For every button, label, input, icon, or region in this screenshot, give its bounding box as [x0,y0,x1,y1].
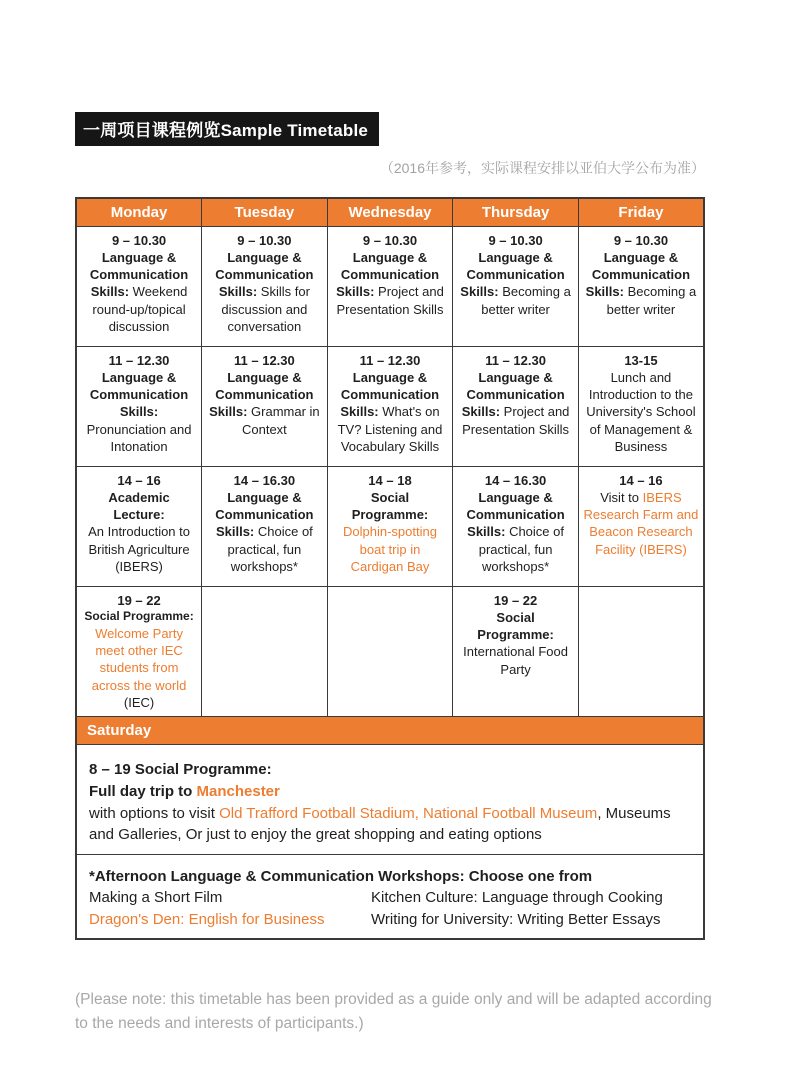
time-label: 9 – 10.30 [488,232,543,248]
cell-tuesday-1400 [202,466,328,586]
saturday-content [76,745,704,855]
day-header-thursday: Thursday [453,198,579,226]
options-suffix: , Museums and Galleries, Or just to enjoy the great shopping and eating options [89,804,671,844]
trip-label: Full day trip to [89,782,197,800]
workshop-item: Writing for University: Writing Better Essays [371,910,661,928]
course-detail: Lunch and Introduction to the University's School of Management & Business [586,369,696,454]
time-label: 14 – 16.30 [233,472,296,488]
course-detail: An Introduction to British Agriculture [88,524,190,557]
course-detail: Choice of practical, fun workshops* [227,524,313,574]
saturday-content-row [76,745,704,855]
cell-wednesday-1100 [327,346,453,466]
cell-monday-0900 [76,226,202,346]
course-label: Language & Communication Skills: [209,369,314,420]
time-label: 13-15 [624,352,658,368]
course-detail: What's on TV? Listening and Vocabulary Skills [337,404,443,454]
cell-tuesday-1100 [202,346,328,466]
footnote: (Please note: this timetable has been provided as a guide only and will be adapted according to the needs and interests of participants.) [75,991,712,1033]
cell-friday-1400 [578,466,704,586]
time-label: 19 – 22 [493,592,538,608]
cell-thursday-0900 [453,226,579,346]
time-label: 9 – 10.30 [237,232,292,248]
course-label: Language & Communication Skills: [461,369,565,420]
course-detail: Project and Presentation Skills [462,404,570,437]
course-detail-highlight: Welcome Party meet other IEC students from across the world [91,625,187,693]
time-label: 11 – 12.30 [234,352,295,368]
time-label: 11 – 12.30 [359,352,421,368]
table-row-morning2 [76,346,704,466]
table-row-afternoon [76,466,704,586]
course-label: Social Programme: [351,489,429,523]
workshops-row [76,855,704,939]
cell-friday-1300 [578,346,704,466]
time-label: 11 – 12.30 [485,352,546,368]
cell-wednesday-1400 [327,466,453,586]
cell-tuesday-0900 [202,226,328,346]
page-title: 一周项目课程例览Sample Timetable [75,112,379,146]
timetable [75,197,705,940]
day-header-monday: Monday [76,198,202,226]
course-label: Social Programme: [477,609,554,643]
cell-tuesday-evening-empty [202,586,328,717]
cell-monday-1100 [76,346,202,466]
course-detail: Project and Presentation Skills [336,284,444,317]
course-detail: Visit to [600,489,643,505]
course-label: Language & Communication Skills: [215,249,314,300]
time-label: 9 – 10.30 [613,232,669,248]
saturday-banner-row [76,717,704,745]
table-row-morning1 [76,226,704,346]
time-label: 14 – 18 [368,472,412,488]
course-note: (IEC) [123,694,155,710]
day-header-wednesday: Wednesday [327,198,453,226]
course-detail: International Food Party [463,644,568,677]
course-detail: Choice of practical, fun workshops* [478,524,564,574]
course-detail-highlight: IBERS Research Farm and Beacon Research Facility (IBERS) [583,489,699,557]
time-label: 19 – 22 [117,592,161,608]
cell-monday-1400 [76,466,202,586]
workshops-title: *Afternoon Language & Communication Workshops: Choose one from [89,868,593,886]
cell-wednesday-evening-empty [327,586,453,717]
course-label: Language & Communication Skills: [466,489,565,540]
course-label: Language & Communication Skills: [215,489,314,540]
time-label: 9 – 10.30 [111,232,167,248]
course-label: Academic Lecture: [108,489,170,523]
course-detail: Becoming a better writer [606,284,697,317]
cell-thursday-1900 [453,586,579,717]
time-label: 11 – 12.30 [108,352,170,368]
saturday-trip-line [89,781,691,803]
subtitle-note: （2016年参考，实际课程安排以亚伯大学公布为准） [379,160,705,176]
day-header-tuesday: Tuesday [202,198,328,226]
course-detail: Grammar in Context [241,404,320,437]
time-label: 14 – 16.30 [484,472,547,488]
cell-wednesday-0900 [327,226,453,346]
time-label: 9 – 10.30 [362,232,418,248]
course-label: Social Programme: [84,608,194,623]
options-prefix: with options to visit [89,804,220,822]
course-detail: Becoming a better writer [481,284,571,317]
course-detail: Skills for discussion and conversation [221,284,310,334]
course-label: Language & Communication Skills: [460,249,565,300]
course-detail-highlight: Dolphin-spotting boat trip in Cardigan Bay [343,524,437,574]
workshops-section [76,855,704,939]
cell-friday-evening-empty [578,586,704,717]
saturday-programme-title: 8 – 19 Social Programme: [89,761,272,779]
workshop-item-highlight: Dragon's Den: English for Business [89,910,325,928]
saturday-banner: Saturday [76,717,704,745]
day-header-row [76,198,704,226]
workshops-right-column [371,887,691,930]
options-highlight: Old Trafford Football Stadium, National Football Museum [219,804,598,822]
cell-monday-1900 [76,586,202,717]
workshop-item: Making a Short Film [89,889,223,907]
course-note: (IBERS) [115,558,163,574]
cell-thursday-1100 [453,346,579,466]
day-header-friday: Friday [578,198,704,226]
workshop-item: Kitchen Culture: Language through Cooking [371,889,663,907]
workshops-left-column [89,887,371,930]
course-detail: Weekend round-up/topical discussion [92,284,188,334]
time-label: 14 – 16 [619,472,663,488]
cell-friday-0900 [578,226,704,346]
course-label: Language & Communication Skills: [89,249,189,300]
workshops-columns [89,887,691,930]
course-label: Language & Communication Skills: [336,249,440,300]
cell-thursday-1400 [453,466,579,586]
course-label: Language & Communication Skills: [340,369,440,420]
document-content [75,0,712,1036]
time-label: 14 – 16 [117,472,161,488]
course-label: Language & Communication Skills: [89,369,189,420]
course-detail: Pronunciation and Intonation [86,421,192,454]
trip-destination: Manchester [196,782,280,800]
table-row-evening [76,586,704,717]
course-label: Language & Communication Skills: [585,249,691,300]
saturday-options-line [89,803,691,847]
